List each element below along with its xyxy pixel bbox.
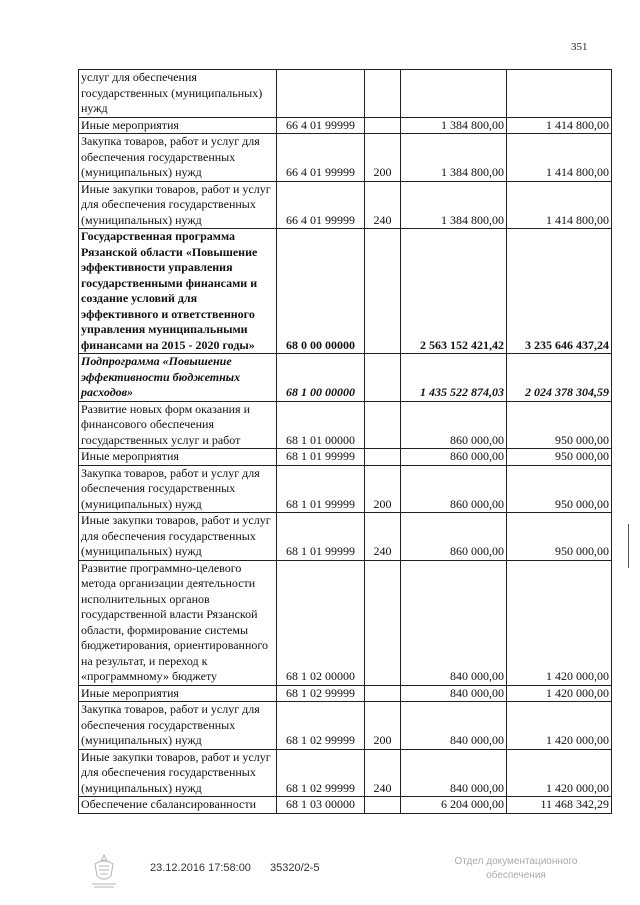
table-row [79, 117, 612, 134]
row-code-cell: 68 1 01 00000 [277, 401, 365, 449]
stamp-line-1: Отдел документационного [454, 856, 578, 867]
row-expense-type-cell [365, 797, 401, 814]
row-amount-2016-cell: 1 384 800,00 [401, 134, 507, 182]
row-amount-2017-cell: 11 468 342,29 [507, 797, 612, 814]
row-amount-2017-cell: 1 414 800,00 [507, 134, 612, 182]
row-code-cell: 68 1 00 00000 [277, 354, 365, 402]
row-code-cell: 66 4 01 99999 [277, 117, 365, 134]
stamp-line-2: обеспечения [486, 870, 546, 881]
row-code-cell: 68 1 03 00000 [277, 797, 365, 814]
row-amount-2016-cell: 1 384 800,00 [401, 181, 507, 229]
table-row [79, 134, 612, 182]
row-amount-2016-cell: 860 000,00 [401, 449, 507, 466]
row-amount-2017-cell [507, 70, 612, 118]
row-amount-2016-cell: 840 000,00 [401, 749, 507, 797]
row-name-cell: Государственная программа Рязанской области «Повышение эффективности управления государственными финансами и создание условий для эффективного и ответственного управления муниципальными финансами на 2015 - 2020 годы» [79, 229, 277, 354]
row-amount-2017-cell: 1 414 800,00 [507, 117, 612, 134]
table-row [79, 797, 612, 814]
table-row [79, 749, 612, 797]
row-amount-2016-cell: 2 563 152 421,42 [401, 229, 507, 354]
footer-timestamp: 23.12.2016 17:58:00 [150, 862, 251, 874]
row-code-cell: 68 1 01 99999 [277, 513, 365, 561]
row-name-cell: Подпрограмма «Повышение эффективности бюджетных расходов» [79, 354, 277, 402]
row-expense-type-cell: 200 [365, 465, 401, 513]
row-amount-2017-cell: 950 000,00 [507, 401, 612, 449]
table-row [79, 513, 612, 561]
row-code-cell: 68 1 02 99999 [277, 685, 365, 702]
row-name-cell: Иные закупки товаров, работ и услуг для обеспечения государственных (муниципальных) нужд [79, 749, 277, 797]
scan-edge-mark [628, 524, 629, 568]
table-row [79, 702, 612, 750]
row-code-cell: 66 4 01 99999 [277, 134, 365, 182]
row-amount-2017-cell: 950 000,00 [507, 449, 612, 466]
row-expense-type-cell: 200 [365, 134, 401, 182]
row-expense-type-cell: 200 [365, 702, 401, 750]
table-row [79, 465, 612, 513]
row-expense-type-cell: 240 [365, 181, 401, 229]
row-expense-type-cell [365, 70, 401, 118]
table-row [79, 560, 612, 685]
row-name-cell: Закупка товаров, работ и услуг для обеспечения государственных (муниципальных) нужд [79, 702, 277, 750]
row-amount-2017-cell: 2 024 378 304,59 [507, 354, 612, 402]
row-expense-type-cell: 240 [365, 749, 401, 797]
document-service-stamp [436, 855, 596, 883]
row-expense-type-cell [365, 401, 401, 449]
row-amount-2016-cell: 860 000,00 [401, 401, 507, 449]
row-name-cell: Иные мероприятия [79, 117, 277, 134]
footer-document-id: 35320/2-5 [270, 862, 320, 874]
row-name-cell: Иные мероприятия [79, 685, 277, 702]
row-amount-2016-cell: 860 000,00 [401, 465, 507, 513]
row-name-cell: Иные мероприятия [79, 449, 277, 466]
row-name-cell: услуг для обеспечения государственных (муниципальных) нужд [79, 70, 277, 118]
row-amount-2017-cell: 950 000,00 [507, 465, 612, 513]
row-name-cell: Развитие новых форм оказания и финансового обеспечения государственных услуг и работ [79, 401, 277, 449]
row-amount-2016-cell: 6 204 000,00 [401, 797, 507, 814]
row-amount-2017-cell: 1 420 000,00 [507, 702, 612, 750]
row-amount-2017-cell: 3 235 646 437,24 [507, 229, 612, 354]
row-name-cell: Иные закупки товаров, работ и услуг для обеспечения государственных (муниципальных) нужд [79, 181, 277, 229]
row-expense-type-cell: 240 [365, 513, 401, 561]
row-amount-2017-cell: 1 420 000,00 [507, 749, 612, 797]
row-expense-type-cell [365, 560, 401, 685]
row-name-cell: Закупка товаров, работ и услуг для обеспечения государственных (муниципальных) нужд [79, 134, 277, 182]
row-amount-2016-cell: 840 000,00 [401, 685, 507, 702]
row-amount-2016-cell: 840 000,00 [401, 702, 507, 750]
page-number: 351 [571, 41, 588, 53]
row-code-cell: 68 1 02 99999 [277, 702, 365, 750]
row-expense-type-cell [365, 229, 401, 354]
table-row [79, 354, 612, 402]
budget-table [78, 69, 612, 814]
row-amount-2016-cell: 860 000,00 [401, 513, 507, 561]
row-code-cell: 68 1 01 99999 [277, 465, 365, 513]
row-code-cell: 68 1 02 00000 [277, 560, 365, 685]
row-code-cell: 68 1 01 99999 [277, 449, 365, 466]
row-amount-2016-cell [401, 70, 507, 118]
row-amount-2017-cell: 1 414 800,00 [507, 181, 612, 229]
row-amount-2016-cell: 840 000,00 [401, 560, 507, 685]
row-amount-2017-cell: 950 000,00 [507, 513, 612, 561]
row-expense-type-cell [365, 449, 401, 466]
table-row [79, 229, 612, 354]
row-name-cell: Развитие программно-целевого метода организации деятельности исполнительных органов государственной власти Рязанской области, формирование системы бюджетирования, ориентированного на результат, и переход к «программному» бюджету [79, 560, 277, 685]
row-name-cell: Иные закупки товаров, работ и услуг для обеспечения государственных (муниципальных) нужд [79, 513, 277, 561]
row-code-cell: 66 4 01 99999 [277, 181, 365, 229]
row-expense-type-cell [365, 685, 401, 702]
emblem-icon [86, 852, 122, 890]
row-amount-2016-cell: 1 435 522 874,03 [401, 354, 507, 402]
row-amount-2017-cell: 1 420 000,00 [507, 685, 612, 702]
table-row [79, 449, 612, 466]
row-code-cell: 68 0 00 00000 [277, 229, 365, 354]
row-expense-type-cell [365, 354, 401, 402]
row-code-cell [277, 70, 365, 118]
table-row [79, 685, 612, 702]
row-name-cell: Обеспечение сбалансированности [79, 797, 277, 814]
row-name-cell: Закупка товаров, работ и услуг для обеспечения государственных (муниципальных) нужд [79, 465, 277, 513]
budget-table-body [79, 70, 612, 814]
table-row [79, 70, 612, 118]
table-row [79, 181, 612, 229]
row-code-cell: 68 1 02 99999 [277, 749, 365, 797]
row-expense-type-cell [365, 117, 401, 134]
row-amount-2017-cell: 1 420 000,00 [507, 560, 612, 685]
table-row [79, 401, 612, 449]
row-amount-2016-cell: 1 384 800,00 [401, 117, 507, 134]
